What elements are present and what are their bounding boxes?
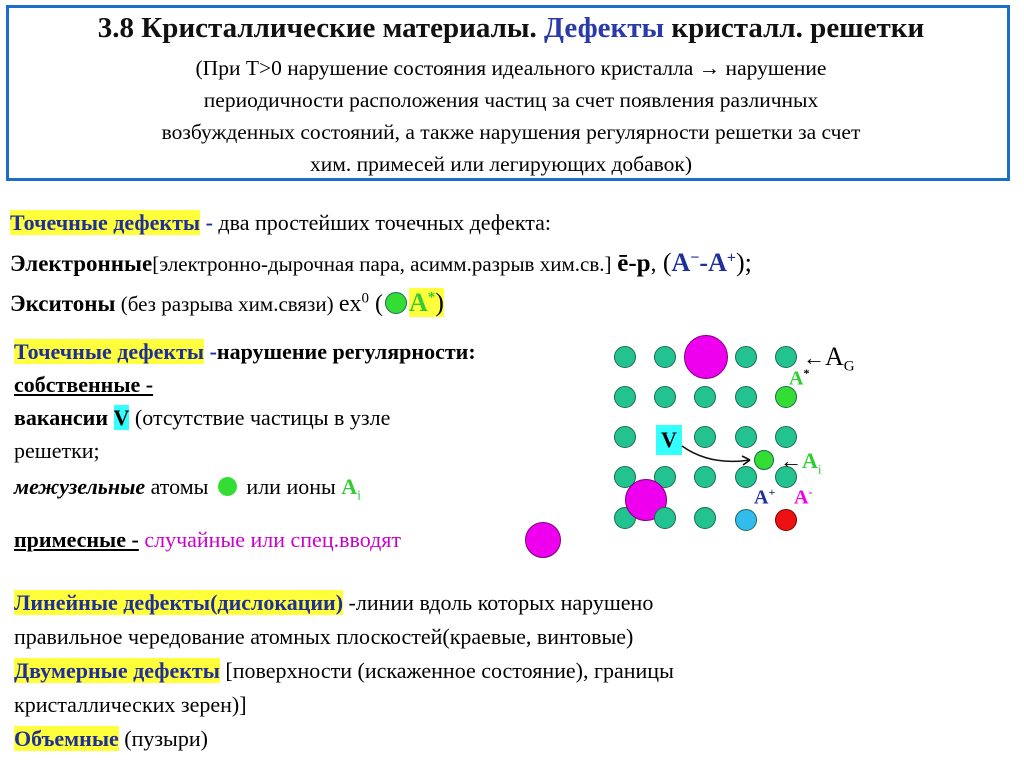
twodim-label: Двумерные дефекты <box>14 658 220 683</box>
interstitial-ai-sub: i <box>357 488 362 504</box>
subtitle-line-1: (При Т>0 нарушение состояния идеального кристалла → нарушение <box>195 56 827 80</box>
twodim-text: [поверхности (искаженное состояние), границы <box>219 658 674 683</box>
lattice-atom <box>654 346 676 368</box>
twodim-text2: кристаллических зерен)] <box>14 692 247 717</box>
electronic-a-plus: A <box>708 248 727 277</box>
title-number: 3.8 Кристаллические материалы. <box>97 12 537 44</box>
point-defects-label: Точечные дефекты <box>10 210 201 235</box>
lattice-atom <box>775 346 797 368</box>
ai-a: A <box>802 448 818 473</box>
excitons-label: Экситоны <box>10 291 116 316</box>
lattice-atom <box>614 386 636 408</box>
subtitle-line-3: возбужденных состояний, а также нарушения регулярности решетки за счет <box>161 120 861 144</box>
point-defects2-dash: - <box>204 339 217 364</box>
ag-label <box>803 342 855 375</box>
impurity-line <box>14 527 401 553</box>
interstitial-line <box>14 474 361 504</box>
volume-text: (пузыри) <box>118 726 208 751</box>
impurity-dot-icon <box>525 522 561 558</box>
vacancies-text2: решетки; <box>14 438 100 463</box>
excitons-close: ) <box>435 288 444 317</box>
ag-arrow-icon: ← <box>803 345 825 370</box>
linear-label: Линейные дефекты(дислокации) <box>14 590 344 615</box>
own-label: собственные - <box>14 372 154 397</box>
electronic-text: [электронно-дырочная пара, асимм.разрыв хим.св.] <box>152 252 612 276</box>
excitons-a-star: A <box>409 288 428 317</box>
electronic-ep: ē-p <box>617 250 651 277</box>
vacancies-v: V <box>113 405 130 430</box>
linear-text2: правильное чередование атомных плоскостей(краевые, винтовые) <box>14 624 634 649</box>
twodim-line <box>14 658 674 684</box>
aplus-label <box>754 485 775 510</box>
lattice-atom <box>614 426 636 448</box>
lattice-atom <box>694 386 716 408</box>
electronic-label: Электронные <box>10 251 153 276</box>
electronic-comma: , <box>650 251 657 276</box>
aminus-a: A <box>794 486 809 509</box>
astar-sup: * <box>803 366 810 380</box>
point-defects-line <box>10 210 551 236</box>
aplus-sup: + <box>768 485 776 499</box>
excitons-line <box>10 288 444 318</box>
vacancies-text: (отсутствие частицы в узле <box>129 405 391 430</box>
displacement-arrow-icon <box>680 430 760 470</box>
excitons-ex-sup: 0 <box>361 290 369 307</box>
volume-line <box>14 726 208 752</box>
interstitial-ai: A <box>341 474 358 499</box>
excitons-ex: ex <box>338 291 362 317</box>
vacancies-label: вакансии <box>14 405 109 430</box>
ai-sub: i <box>817 461 822 477</box>
lattice-atom <box>694 507 716 529</box>
ai-arrow-icon: ← <box>780 448 802 473</box>
interstitial-dot-icon <box>218 477 237 496</box>
exciton-dot-icon <box>385 292 407 314</box>
lattice-atom <box>654 507 676 529</box>
aminus-sup: - <box>808 485 813 499</box>
impurity-label: примесные - <box>14 527 139 552</box>
title-rest: кристалл. решетки <box>671 12 925 44</box>
page-title <box>9 12 1013 45</box>
point-defects2-text: нарушение регулярности: <box>216 339 476 364</box>
subtitle-line-2: периодичности расположения частиц за счет появления различных <box>203 88 819 112</box>
title-defects: Дефекты <box>544 12 665 44</box>
vacancies-line <box>14 405 390 431</box>
linear-text: -линии вдоль которых нарушено <box>343 590 654 615</box>
ag-sub: G <box>843 358 855 375</box>
aminus-label <box>794 485 812 510</box>
electronic-plus-sup: + <box>726 249 736 267</box>
excitons-open: ( <box>369 291 383 317</box>
cation-atom <box>735 509 757 531</box>
excitons-star: * <box>427 289 436 306</box>
electronic-a-minus: A <box>671 248 691 277</box>
impurity-atom <box>684 335 728 379</box>
interstitial-label: межузельные <box>14 474 146 499</box>
linear-line <box>14 590 653 616</box>
vacancy-label: V <box>656 425 682 455</box>
interstitial-text: атомы <box>145 474 209 499</box>
header-box <box>6 5 1010 181</box>
interstitial-ions: или ионы <box>240 474 342 499</box>
lattice-atom <box>614 346 636 368</box>
point-defects2-line <box>14 339 476 365</box>
electronic-line <box>10 248 752 278</box>
anion-atom <box>775 509 797 531</box>
aplus-a: A <box>754 486 769 509</box>
point-defects-text: два простейших точечных дефекта: <box>212 210 551 235</box>
ai-label <box>780 448 822 477</box>
impurity-text: случайные или спец.вводят <box>138 527 402 552</box>
volume-label: Объемные <box>14 726 119 751</box>
lattice-atom <box>735 346 757 368</box>
astar-a: A <box>789 367 804 390</box>
electronic-dash: - <box>699 248 709 277</box>
lattice-atom <box>654 386 676 408</box>
subtitle-line-4: хим. примесей или легирующих добавок) <box>310 152 692 176</box>
electronic-close: ); <box>735 248 752 277</box>
electronic-open: ( <box>656 248 672 277</box>
lattice-atom <box>735 386 757 408</box>
ag-a: A <box>825 342 844 371</box>
electronic-minus-sup: − <box>690 249 700 267</box>
astar-label <box>789 366 809 391</box>
lattice-atom <box>775 426 797 448</box>
excitons-text: (без разрыва хим.связи) <box>115 292 339 316</box>
point-defects2-label: Точечные дефекты <box>14 339 205 364</box>
point-defects-dash: - <box>200 210 213 235</box>
